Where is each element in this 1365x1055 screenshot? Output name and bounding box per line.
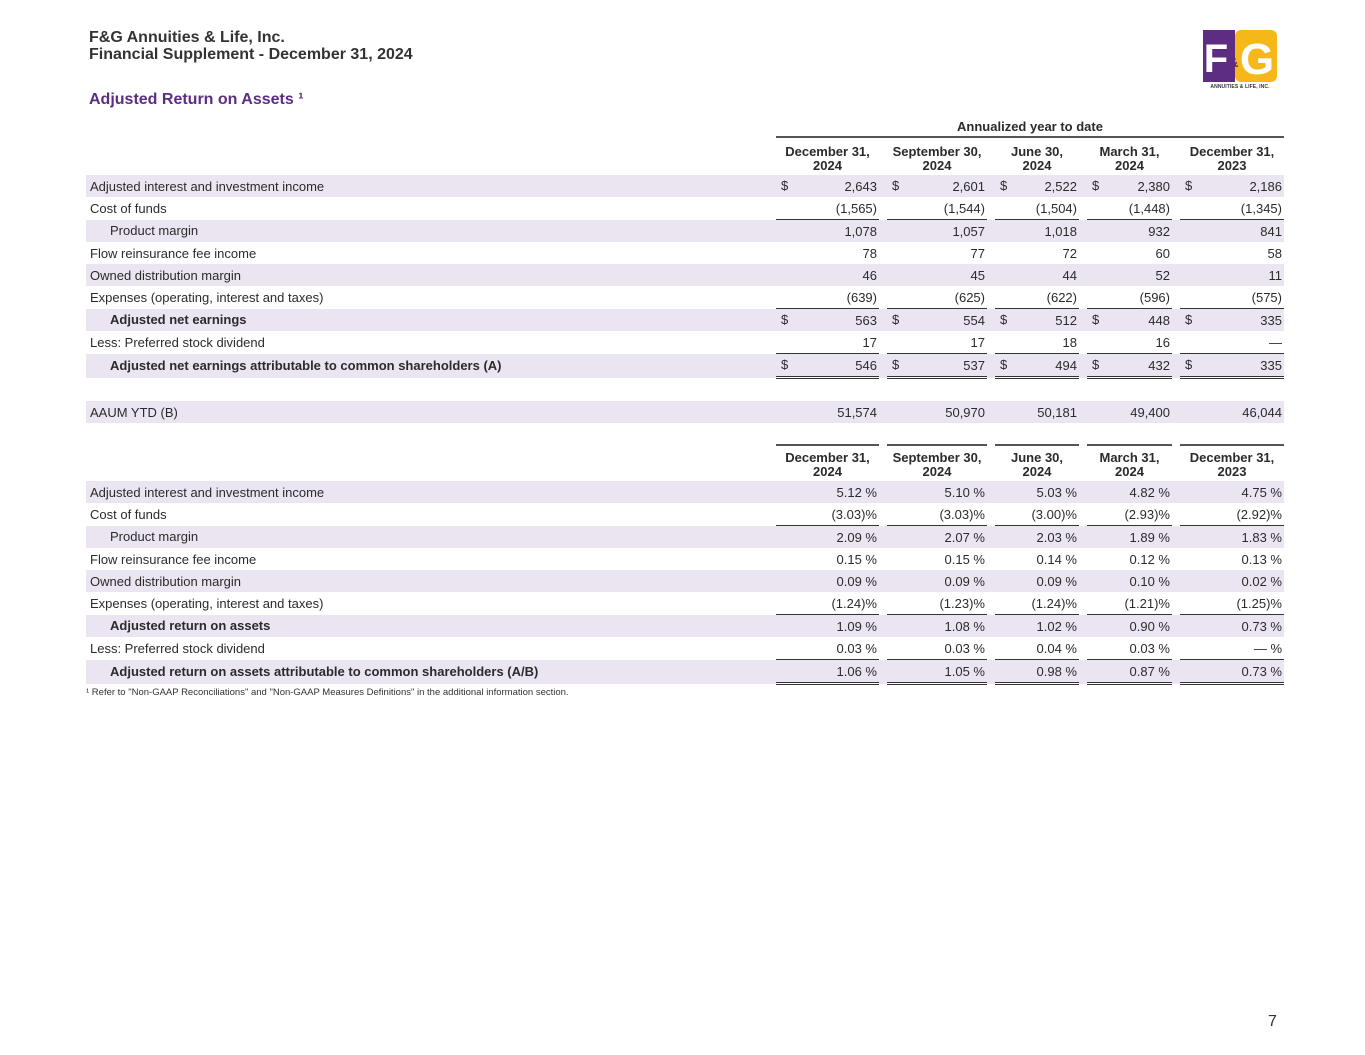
value-cell	[776, 197, 879, 220]
value-cell	[1180, 481, 1284, 503]
cell-value: (639)	[846, 289, 877, 305]
col-header-line1: December 31,	[1189, 450, 1275, 465]
cell-value: (1,448)	[1128, 200, 1170, 216]
value-cell	[776, 354, 879, 378]
cell-value: 0.13 %	[1241, 551, 1282, 567]
value-cell	[995, 503, 1079, 526]
cell-value: 0.03 %	[836, 640, 877, 656]
col-header-line1: June 30,	[1010, 450, 1064, 465]
value-cell	[887, 570, 987, 592]
svg-text:G: G	[1239, 35, 1275, 84]
cell-value: 2,643	[844, 178, 877, 194]
cell-value: 44	[1062, 267, 1077, 283]
value-cell	[1180, 309, 1284, 332]
value-cell	[995, 354, 1079, 378]
table-row	[86, 175, 1284, 197]
cell-value: —	[1269, 334, 1282, 350]
page-number: 7	[1268, 1013, 1277, 1030]
value-cell	[995, 309, 1079, 332]
value-cell	[776, 286, 879, 309]
row-label: Less: Preferred stock dividend	[90, 334, 265, 350]
value-cell	[1180, 286, 1284, 309]
cell-value: (625)	[954, 289, 985, 305]
report-header	[89, 29, 413, 63]
cell-value: 1.09 %	[836, 618, 877, 634]
cell-value: (622)	[1046, 289, 1077, 305]
col-header-line1: December 31,	[1189, 144, 1275, 159]
value-cell	[1180, 637, 1284, 660]
cell-value: 52	[1155, 267, 1170, 283]
cell-value: 0.73 %	[1241, 663, 1282, 679]
cell-value: 58	[1267, 245, 1282, 261]
fg-logo-mark	[1200, 29, 1280, 91]
value-cell	[995, 637, 1079, 660]
value-cell	[1180, 660, 1284, 684]
dollar-sign: $	[892, 357, 900, 372]
dollar-sign: $	[1092, 312, 1100, 327]
value-cell	[776, 220, 879, 243]
table-row	[86, 331, 1284, 354]
cell-value: 11	[1268, 267, 1282, 283]
value-cell	[1087, 503, 1172, 526]
logo-tagline: ANNUITIES & LIFE, INC.	[1210, 84, 1270, 90]
value-cell	[887, 503, 987, 526]
row-label: Adjusted net earnings	[86, 309, 776, 332]
col-header-line1: March 31,	[1099, 144, 1160, 159]
value-cell	[995, 526, 1079, 549]
annualized-header: Annualized year to date	[776, 119, 1284, 138]
dollar-sign: $	[1185, 357, 1193, 372]
table-row	[86, 503, 1284, 526]
fg-logo	[1200, 29, 1280, 91]
table-row	[86, 242, 1284, 264]
svg-text:F: F	[1203, 37, 1229, 81]
cell-value: 335	[1260, 357, 1282, 373]
value-cell	[887, 197, 987, 220]
value-cell	[1087, 615, 1172, 638]
value-cell	[995, 548, 1079, 570]
cell-value: 17	[862, 334, 877, 350]
cell-value: 2.03 %	[1036, 529, 1077, 545]
value-cell	[1180, 401, 1284, 423]
return-on-assets-table	[86, 444, 1284, 685]
value-cell	[1087, 309, 1172, 332]
earnings-table	[86, 117, 1284, 423]
table-row	[86, 548, 1284, 570]
dollar-sign: $	[1000, 312, 1008, 327]
dollar-sign: $	[1000, 357, 1008, 372]
cell-value: 49,400	[1130, 404, 1170, 420]
cell-value: (3.00)%	[1031, 506, 1077, 522]
dollar-sign: $	[1185, 178, 1193, 193]
row-label: Owned distribution margin	[86, 570, 776, 592]
cell-value: 4.75 %	[1241, 484, 1282, 500]
cell-value: 2,186	[1249, 178, 1282, 194]
cell-value: 432	[1148, 357, 1170, 373]
cell-value: 494	[1055, 357, 1077, 373]
value-cell	[995, 286, 1079, 309]
dollar-sign: $	[781, 312, 789, 327]
cell-value: (2.92)%	[1236, 506, 1282, 522]
value-cell	[887, 286, 987, 309]
value-cell	[776, 615, 879, 638]
cell-value: 1.06 %	[836, 663, 877, 679]
value-cell	[887, 637, 987, 660]
cell-value: 0.09 %	[944, 573, 985, 589]
value-cell	[776, 503, 879, 526]
value-cell	[1180, 615, 1284, 638]
table-row	[86, 220, 1284, 243]
value-cell	[776, 548, 879, 570]
cell-value: 5.03 %	[1036, 484, 1077, 500]
row-label: Product margin	[86, 526, 776, 549]
value-cell	[1180, 220, 1284, 243]
col-header-line2: 2024	[922, 158, 952, 173]
value-cell	[1087, 286, 1172, 309]
value-cell	[887, 548, 987, 570]
value-cell	[1087, 264, 1172, 286]
cell-value: (1.21)%	[1124, 595, 1170, 611]
value-cell	[995, 242, 1079, 264]
cell-value: 0.14 %	[1036, 551, 1077, 567]
table-row	[86, 286, 1284, 309]
cell-value: (3.03)%	[939, 506, 985, 522]
row-label: Flow reinsurance fee income	[90, 551, 257, 567]
cell-value: 554	[963, 312, 985, 328]
value-cell	[995, 401, 1079, 423]
value-cell	[887, 615, 987, 638]
table-row	[86, 660, 1284, 684]
row-label: Cost of funds	[90, 200, 167, 216]
cell-value: 2,601	[952, 178, 985, 194]
value-cell	[1087, 331, 1172, 354]
dollar-sign: $	[781, 178, 789, 193]
value-cell	[887, 309, 987, 332]
cell-value: 1,018	[1044, 223, 1077, 239]
cell-value: 46,044	[1242, 404, 1282, 420]
cell-value: 0.12 %	[1129, 551, 1170, 567]
col-header-line2: 2024	[1022, 464, 1052, 479]
value-cell	[887, 481, 987, 503]
value-cell	[1087, 175, 1172, 197]
row-label: Expenses (operating, interest and taxes)	[90, 595, 324, 611]
table-row	[86, 354, 1284, 378]
row-label: Expenses (operating, interest and taxes)	[90, 289, 324, 305]
value-cell	[1180, 354, 1284, 378]
col-header-line1: December 31,	[785, 450, 870, 465]
value-cell	[1180, 197, 1284, 220]
table-row	[86, 615, 1284, 638]
value-cell	[887, 354, 987, 378]
value-cell	[776, 175, 879, 197]
cell-value: 77	[970, 245, 985, 261]
cell-value: 1.89 %	[1129, 529, 1170, 545]
table-row	[86, 592, 1284, 615]
cell-value: 0.15 %	[836, 551, 877, 567]
cell-value: 51,574	[837, 404, 877, 420]
cell-value: 78	[862, 245, 877, 261]
value-cell	[1087, 592, 1172, 615]
table-row	[86, 481, 1284, 503]
value-cell	[995, 615, 1079, 638]
row-label: Adjusted interest and investment income	[86, 481, 776, 503]
value-cell	[1180, 503, 1284, 526]
company-name: F&G Annuities & Life, Inc.	[89, 29, 285, 46]
cell-value: (1.24)%	[1031, 595, 1077, 611]
value-cell	[776, 592, 879, 615]
row-label: Adjusted interest and investment income	[86, 175, 776, 197]
value-cell	[1180, 548, 1284, 570]
value-cell	[887, 331, 987, 354]
value-cell	[776, 637, 879, 660]
cell-value: 563	[855, 312, 877, 328]
row-label: AAUM YTD (B)	[86, 401, 776, 423]
value-cell	[776, 242, 879, 264]
value-cell	[776, 309, 879, 332]
value-cell	[995, 197, 1079, 220]
section-title: Adjusted Return on Assets ¹	[89, 91, 304, 108]
cell-value: — %	[1253, 640, 1282, 656]
cell-value: 5.12 %	[836, 484, 877, 500]
cell-value: 18	[1062, 334, 1077, 350]
value-cell	[776, 526, 879, 549]
value-cell	[1180, 175, 1284, 197]
col-header-line2: 2023	[1217, 158, 1247, 173]
value-cell	[1087, 637, 1172, 660]
cell-value: 1.08 %	[944, 618, 985, 634]
cell-value: 1,078	[844, 223, 877, 239]
cell-value: 0.73 %	[1241, 618, 1282, 634]
col-header-line2: 2024	[1022, 158, 1052, 173]
cell-value: (1,565)	[835, 200, 877, 216]
value-cell	[887, 401, 987, 423]
table-row	[86, 570, 1284, 592]
value-cell	[1087, 548, 1172, 570]
cell-value: 0.87 %	[1129, 663, 1170, 679]
cell-value: 0.02 %	[1241, 573, 1282, 589]
cell-value: 16	[1155, 334, 1170, 350]
dollar-sign: $	[1000, 178, 1008, 193]
col-header-line2: 2024	[813, 158, 842, 173]
value-cell	[776, 264, 879, 286]
col-header-line2: 2024	[813, 464, 842, 479]
value-cell	[1180, 264, 1284, 286]
col-header-line2: 2024	[1115, 464, 1144, 479]
cell-value: (3.03)%	[831, 506, 877, 522]
spacer-row	[86, 378, 1284, 402]
value-cell	[887, 175, 987, 197]
value-cell	[776, 570, 879, 592]
row-label: Product margin	[86, 220, 776, 243]
value-cell	[1087, 526, 1172, 549]
value-cell	[1087, 570, 1172, 592]
cell-value: (1.23)%	[939, 595, 985, 611]
value-cell	[995, 175, 1079, 197]
cell-value: (1.25)%	[1236, 595, 1282, 611]
value-cell	[887, 220, 987, 243]
value-cell	[1087, 197, 1172, 220]
dollar-sign: $	[781, 357, 789, 372]
column-header-row	[86, 445, 1284, 481]
column-header-row	[86, 139, 1284, 175]
table-row	[86, 264, 1284, 286]
cell-value: 0.03 %	[1129, 640, 1170, 656]
table-row	[86, 637, 1284, 660]
value-cell	[776, 401, 879, 423]
value-cell	[776, 331, 879, 354]
cell-value: 1,057	[952, 223, 985, 239]
cell-value: (2.93)%	[1124, 506, 1170, 522]
col-header-line1: March 31,	[1099, 450, 1160, 465]
cell-value: 50,970	[945, 404, 985, 420]
value-cell	[995, 481, 1079, 503]
value-cell	[1087, 354, 1172, 378]
cell-value: 45	[970, 267, 985, 283]
col-header-line1: June 30,	[1010, 144, 1064, 159]
cell-value: 46	[862, 267, 877, 283]
cell-value: 932	[1148, 223, 1170, 239]
cell-value: 0.15 %	[944, 551, 985, 567]
cell-value: 72	[1062, 245, 1077, 261]
col-header-line1: September 30,	[892, 144, 982, 159]
table-row	[86, 526, 1284, 549]
value-cell	[1180, 570, 1284, 592]
dollar-sign: $	[1185, 312, 1193, 327]
value-cell	[1180, 331, 1284, 354]
cell-value: 0.04 %	[1036, 640, 1077, 656]
table-row	[86, 401, 1284, 423]
col-header-line1: September 30,	[892, 450, 982, 465]
cell-value: 60	[1155, 245, 1170, 261]
value-cell	[1087, 242, 1172, 264]
row-label: Adjusted return on assets attributable to common shareholders (A/B)	[86, 660, 776, 684]
value-cell	[1180, 242, 1284, 264]
footnote: ¹ Refer to "Non-GAAP Reconciliations" and "Non-GAAP Measures Definitions" in the additional information section.	[86, 687, 569, 698]
value-cell	[1087, 220, 1172, 243]
col-header-line2: 2024	[922, 464, 952, 479]
cell-value: (1.24)%	[831, 595, 877, 611]
cell-value: 0.09 %	[1036, 573, 1077, 589]
value-cell	[995, 220, 1079, 243]
cell-value: 2,380	[1137, 178, 1170, 194]
value-cell	[995, 331, 1079, 354]
cell-value: 512	[1055, 312, 1077, 328]
value-cell	[995, 592, 1079, 615]
cell-value: (575)	[1251, 289, 1282, 305]
row-label: Flow reinsurance fee income	[90, 245, 257, 261]
col-header-line2: 2023	[1217, 464, 1247, 479]
value-cell	[887, 660, 987, 684]
cell-value: (1,544)	[943, 200, 985, 216]
row-label: Adjusted return on assets	[86, 615, 776, 638]
cell-value: 537	[963, 357, 985, 373]
report-subtitle: Financial Supplement - December 31, 2024	[89, 46, 413, 63]
cell-value: 1.02 %	[1036, 618, 1077, 634]
table-row	[86, 197, 1284, 220]
value-cell	[1087, 401, 1172, 423]
dollar-sign: $	[892, 312, 900, 327]
value-cell	[1180, 526, 1284, 549]
cell-value: 50,181	[1037, 404, 1077, 420]
value-cell	[887, 526, 987, 549]
cell-value: 4.82 %	[1129, 484, 1170, 500]
value-cell	[995, 660, 1079, 684]
cell-value: 1.83 %	[1241, 529, 1282, 545]
dollar-sign: $	[892, 178, 900, 193]
cell-value: 0.90 %	[1129, 618, 1170, 634]
dollar-sign: $	[1092, 178, 1100, 193]
row-label: Owned distribution margin	[86, 264, 776, 286]
cell-value: 1.05 %	[944, 663, 985, 679]
svg-text:&: &	[1227, 54, 1239, 71]
cell-value: 0.09 %	[836, 573, 877, 589]
cell-value: 2.07 %	[944, 529, 985, 545]
cell-value: 17	[970, 334, 985, 350]
row-label: Cost of funds	[90, 506, 167, 522]
value-cell	[995, 570, 1079, 592]
table-row	[86, 309, 1284, 332]
value-cell	[1087, 481, 1172, 503]
cell-value: 2.09 %	[836, 529, 877, 545]
value-cell	[887, 592, 987, 615]
value-cell	[887, 264, 987, 286]
cell-value: 0.10 %	[1129, 573, 1170, 589]
cell-value: 546	[855, 357, 877, 373]
col-header-line1: December 31,	[785, 144, 870, 159]
cell-value: 841	[1260, 223, 1282, 239]
cell-value: 448	[1148, 312, 1170, 328]
cell-value: 2,522	[1044, 178, 1077, 194]
cell-value: (596)	[1139, 289, 1170, 305]
row-label: Less: Preferred stock dividend	[90, 640, 265, 656]
value-cell	[1087, 660, 1172, 684]
value-cell	[995, 264, 1079, 286]
value-cell	[1180, 592, 1284, 615]
cell-value: (1,504)	[1035, 200, 1077, 216]
cell-value: 5.10 %	[944, 484, 985, 500]
cell-value: (1,345)	[1240, 200, 1282, 216]
value-cell	[776, 660, 879, 684]
cell-value: 0.98 %	[1036, 663, 1077, 679]
row-label: Adjusted net earnings attributable to common shareholders (A)	[86, 354, 776, 378]
cell-value: 335	[1260, 312, 1282, 328]
cell-value: 0.03 %	[944, 640, 985, 656]
col-header-line2: 2024	[1115, 158, 1144, 173]
dollar-sign: $	[1092, 357, 1100, 372]
value-cell	[887, 242, 987, 264]
value-cell	[776, 481, 879, 503]
